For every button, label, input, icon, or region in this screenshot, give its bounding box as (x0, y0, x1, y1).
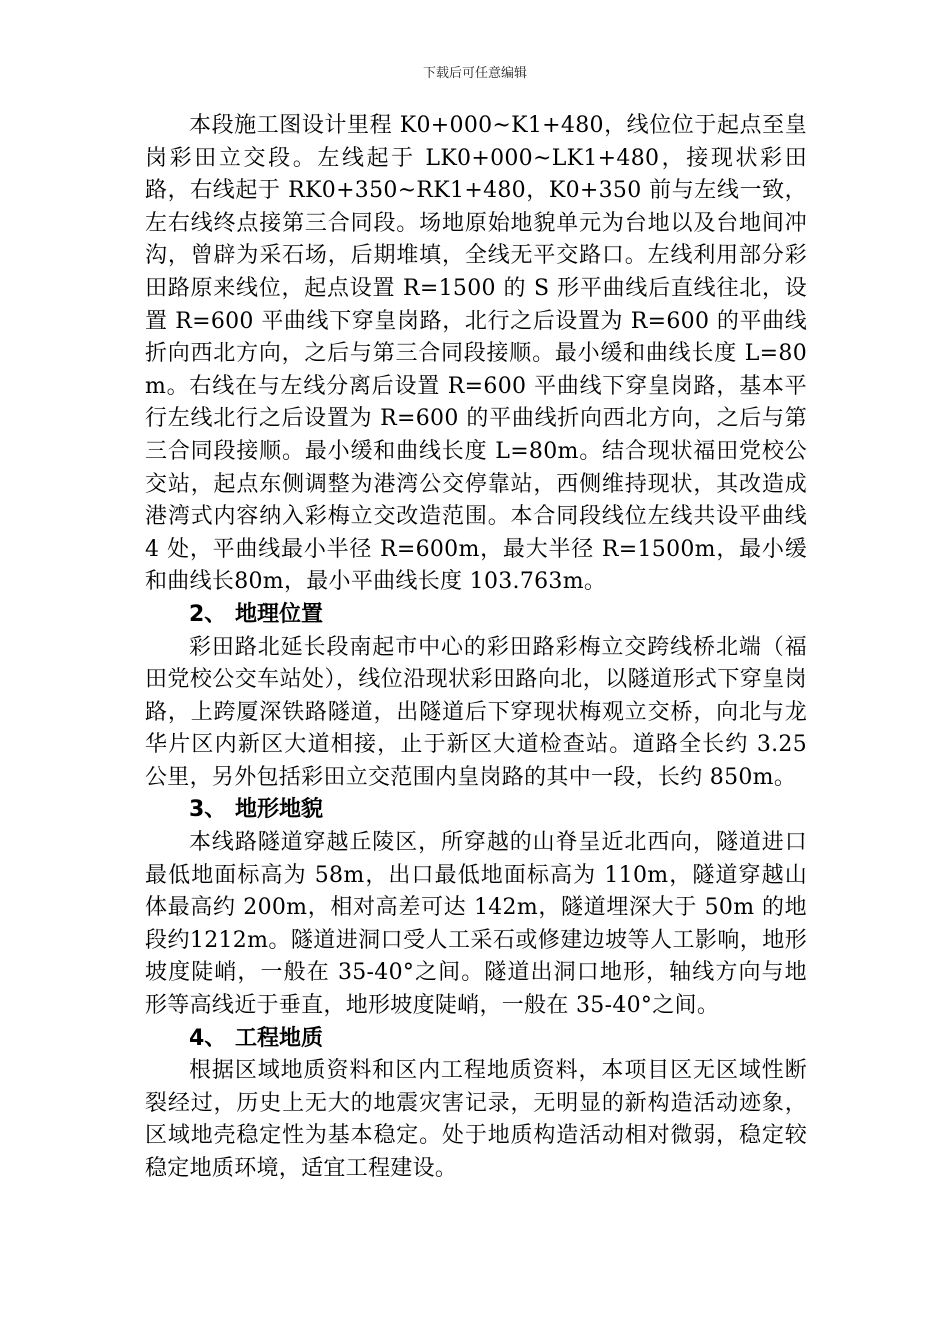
section-title: 工程地质 (235, 1025, 324, 1051)
paragraph-route-design: 本段施工图设计里程 K0+000~K1+480，线位位于起点至皇岗彩田立交段。左线起于 LK0+000~LK1+480，接现状彩田路，右线起于 RK0+350~RK1+480，K0+350 前与左线一致，左右线终点接第三合同段。场地原始地貌单元为台地以及台地间冲沟，曾辟为采石场，后期堆填，全线无平交路口。左线利用部分彩田路原来线位，起点设置 R=1500 的 S 形平曲线后直线往北，设置 R=600 平曲线下穿皇岗路，北行之后设置为 R=600 的平曲线折向西北方向，之后与第三合同段接顺。最小缓和曲线长度 L=80m。右线在与左线分离后设置 R=600 平曲线下穿皇岗路，基本平行左线北行之后设置为 R=600 的平曲线折向西北方向，之后与第三合同段接顺。最小缓和曲线长度 L=80m。结合现状福田党校公交站，起点东侧调整为港湾公交停靠站，西侧维持现状，其改造成港湾式内容纳入彩梅立交改造范围。本合同段线位左线共设平曲线 4 处，平曲线最小半径 R=600m，最大半径 R=1500m，最小缓和曲线长80m，最小平曲线长度 103.763m。 (145, 113, 807, 595)
section-heading-geographic-location (145, 599, 807, 632)
section-heading-engineering-geology (145, 1023, 807, 1056)
paragraph-geographic-location: 彩田路北延长段南起市中心的彩田路彩梅立交跨线桥北端（福田党校公交车站处），线位沿现状彩田路向北，以隧道形式下穿皇岗路，上跨厦深铁路隧道，出隧道后下穿现状梅观立交桥，向北与龙华片区内新区大道相接，止于新区大道检查站。道路全长约 3.25 公里，另外包括彩田立交范围内皇岗路的其中一段，长约 850m。 (145, 634, 807, 790)
section-number: 4、 (189, 1025, 227, 1051)
section-number: 3、 (189, 797, 227, 823)
page-header: 下载后可任意编辑 (422, 66, 527, 81)
document-body (145, 110, 807, 1186)
paragraph-topography: 本线路隧道穿越丘陵区，所穿越的山脊呈近北西向，隧道进口最低地面标高为 58m，出口最低地面标高为 110m，隧道穿越山体最高约 200m，相对高差可达 142m，隧道埋深大于 50m 的地段约1212m。隧道进洞口受人工采石或修建边坡等人工影响，地形坡度陡峭，一般在 35-40°之间。隧道出洞口地形，轴线方向与地形等高线近于垂直，地形坡度陡峭，一般在 35-40°之间。 (145, 830, 807, 1019)
paragraph-engineering-geology: 根据区域地质资料和区内工程地质资料，本项目区无区域性断裂经过，历史上无大的地震灾害记录，无明显的新构造活动迹象，区域地壳稳定性为基本稳定。处于地质构造活动相对微弱，稳定较稳定地质环境，适宜工程建设。 (145, 1058, 807, 1181)
section-title: 地形地貌 (235, 797, 324, 823)
section-number: 2、 (189, 601, 227, 627)
section-heading-topography (145, 794, 807, 827)
section-title: 地理位置 (235, 601, 324, 627)
